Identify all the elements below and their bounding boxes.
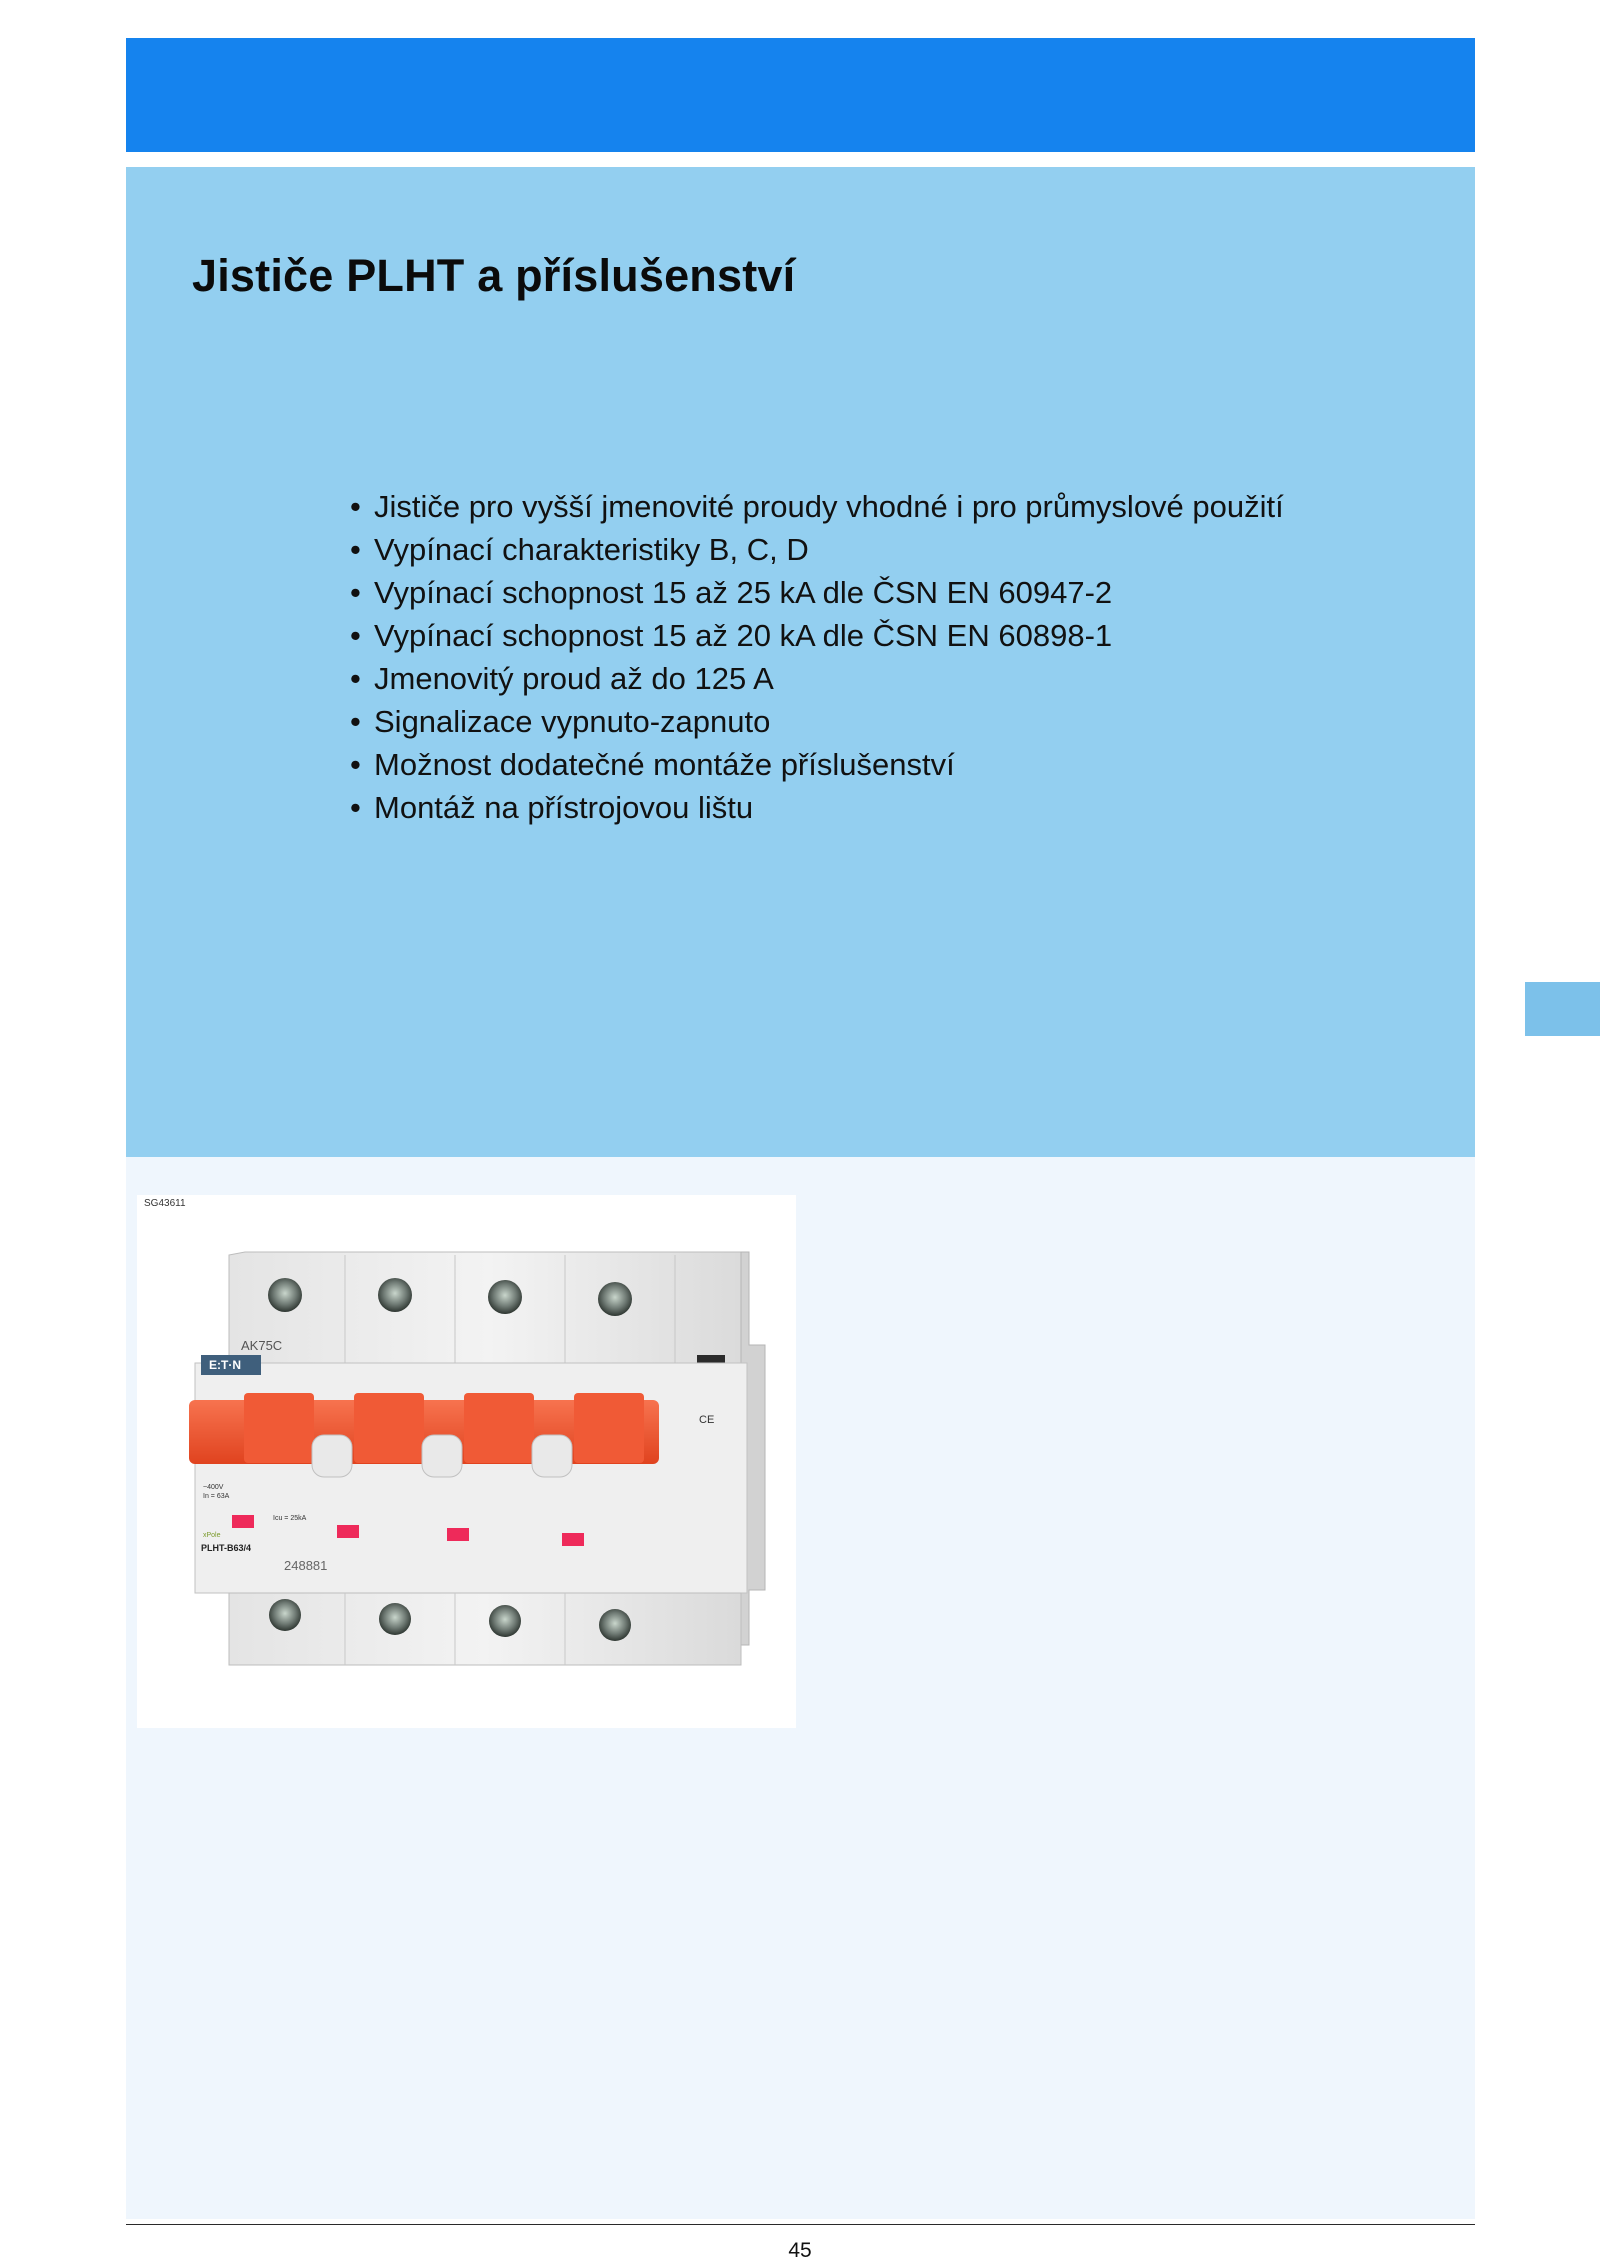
icu-text: Icu = 25kA	[273, 1515, 307, 1522]
terminal-screw	[269, 1599, 301, 1631]
bullet-icon: •	[350, 532, 361, 567]
handle-link	[422, 1435, 462, 1477]
feature-item	[350, 786, 1310, 829]
terminal-screw	[378, 1278, 412, 1312]
intro-panel	[126, 167, 1475, 1157]
product-photo	[137, 1195, 796, 1728]
feature-item	[350, 571, 1310, 614]
bullet-icon: •	[350, 489, 361, 524]
feature-item	[350, 743, 1310, 786]
bullet-icon: •	[350, 575, 361, 610]
terminal-screw	[488, 1280, 522, 1314]
serial-number: 248881	[284, 1558, 328, 1573]
terminal-screw	[379, 1603, 411, 1635]
status-indicator	[562, 1533, 584, 1546]
handle-link	[312, 1435, 352, 1477]
feature-text: Signalizace vypnuto-zapnuto	[374, 704, 771, 739]
feature-text: Jističe pro vyšší jmenovité proudy vhodné i pro průmyslové použití	[374, 489, 1284, 524]
image-code: SG43611	[144, 1198, 186, 1209]
status-indicator	[447, 1528, 469, 1541]
terminal-screw	[268, 1278, 302, 1312]
bullet-icon: •	[350, 618, 361, 653]
circuit-breaker-illustration	[137, 1195, 796, 1728]
bullet-icon: •	[350, 790, 361, 825]
model-label: PLHT-B63/4	[201, 1543, 252, 1553]
feature-text: Jmenovitý proud až do 125 A	[374, 661, 774, 696]
lower-housing	[229, 1593, 741, 1665]
ce-mark: CE	[699, 1414, 715, 1426]
feature-item	[350, 700, 1310, 743]
bullet-icon: •	[350, 704, 361, 739]
terminal-screw	[598, 1282, 632, 1316]
series-text: xPole	[203, 1532, 221, 1539]
feature-item	[350, 528, 1310, 571]
bullet-icon: •	[350, 661, 361, 696]
handle	[244, 1393, 314, 1463]
feature-list	[350, 485, 1310, 829]
header-band	[126, 38, 1475, 152]
terminal-screw	[599, 1609, 631, 1641]
handle	[354, 1393, 424, 1463]
page-number: 45	[788, 2239, 812, 2262]
feature-text: Možnost dodatečné montáže příslušenství	[374, 747, 955, 782]
handle	[574, 1393, 644, 1463]
feature-text: Vypínací schopnost 15 až 20 kA dle ČSN EN 60898-1	[374, 618, 1113, 653]
section-tab	[1525, 982, 1600, 1036]
brand-logo: E:T·N	[209, 1358, 241, 1372]
status-indicator	[337, 1525, 359, 1538]
terminal-screw	[489, 1605, 521, 1637]
handle	[464, 1393, 534, 1463]
rating-line: ~400V	[203, 1484, 224, 1491]
feature-text: Montáž na přístrojovou lištu	[374, 790, 754, 825]
top-label: AK75C	[241, 1338, 283, 1353]
handle-link	[532, 1435, 572, 1477]
bullet-icon: •	[350, 747, 361, 782]
feature-text: Vypínací charakteristiky B, C, D	[374, 532, 809, 567]
feature-item	[350, 485, 1310, 528]
feature-text: Vypínací schopnost 15 až 25 kA dle ČSN EN 60947-2	[374, 575, 1113, 610]
page-title: Jističe PLHT a příslušenství	[192, 250, 796, 301]
feature-item	[350, 614, 1310, 657]
footer-rule	[126, 2224, 1475, 2225]
feature-item	[350, 657, 1310, 700]
rating-line: In = 63A	[203, 1493, 230, 1500]
status-indicator	[232, 1515, 254, 1528]
